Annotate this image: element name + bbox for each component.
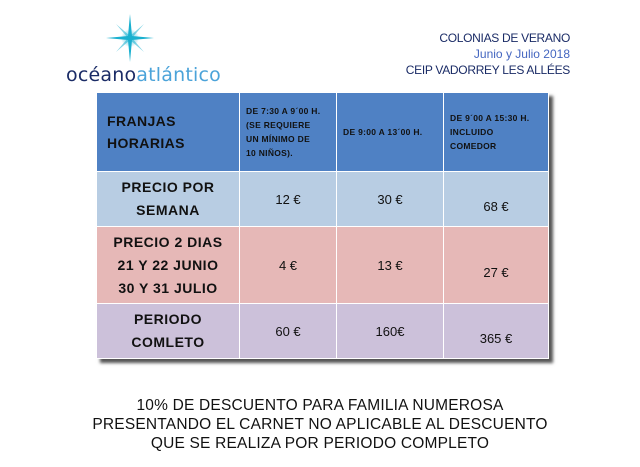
price-cell: 60 € bbox=[240, 304, 337, 359]
price-cell: 160€ bbox=[337, 304, 444, 359]
table-header-row bbox=[97, 93, 549, 172]
row-label: PRECIO POR SEMANA bbox=[121, 179, 215, 218]
price-cell: 27 € bbox=[444, 227, 549, 304]
column-header: DE 9´00 A 15:30 H. INCLUIDO COMEDOR bbox=[450, 113, 530, 151]
header-cell bbox=[240, 93, 337, 172]
column-header: DE 7:30 A 9´00 H. (SE REQUIERE UN MÍNIMO DE 10 NIÑOS). bbox=[246, 106, 321, 158]
price-cell: 30 € bbox=[337, 172, 444, 227]
column-label: FRANJAS HORARIAS bbox=[107, 113, 185, 151]
table-row bbox=[97, 227, 549, 304]
row-label-cell bbox=[97, 304, 240, 359]
table-row bbox=[97, 304, 549, 359]
header-dates: Junio y Julio 2018 bbox=[473, 47, 570, 61]
price-cell: 13 € bbox=[337, 227, 444, 304]
column-header: DE 9:00 A 13´00 H. bbox=[343, 127, 423, 137]
header-cell bbox=[97, 93, 240, 172]
row-label: PRECIO 2 DIAS 21 Y 22 JUNIO 30 Y 31 JULIO bbox=[113, 233, 223, 296]
star-sparkle-icon bbox=[106, 14, 154, 62]
logo bbox=[66, 14, 221, 86]
header-cell bbox=[337, 93, 444, 172]
header-school: CEIP VADORREY LES ALLÉES bbox=[405, 63, 570, 77]
row-label-cell bbox=[97, 172, 240, 227]
header-cell bbox=[444, 93, 549, 172]
price-cell: 365 € bbox=[444, 304, 549, 359]
header-info bbox=[406, 30, 570, 78]
discount-note: 10% DE DESCUENTO PARA FAMILIA NUMEROSA PRESENTANDO EL CARNET NO APLICABLE AL DESCUENTO QUE SE REALIZA POR PERIODO COMPLETO bbox=[92, 397, 548, 452]
logo-text: océanoatlántico bbox=[66, 64, 221, 86]
price-cell: 4 € bbox=[240, 227, 337, 304]
price-table bbox=[96, 92, 549, 359]
row-label-cell bbox=[97, 227, 240, 304]
table-row bbox=[97, 172, 549, 227]
header-title: COLONIAS DE VERANO bbox=[439, 31, 570, 45]
price-cell: 12 € bbox=[240, 172, 337, 227]
row-label: PERIODO COMLETO bbox=[131, 311, 205, 350]
price-cell: 68 € bbox=[444, 172, 549, 227]
